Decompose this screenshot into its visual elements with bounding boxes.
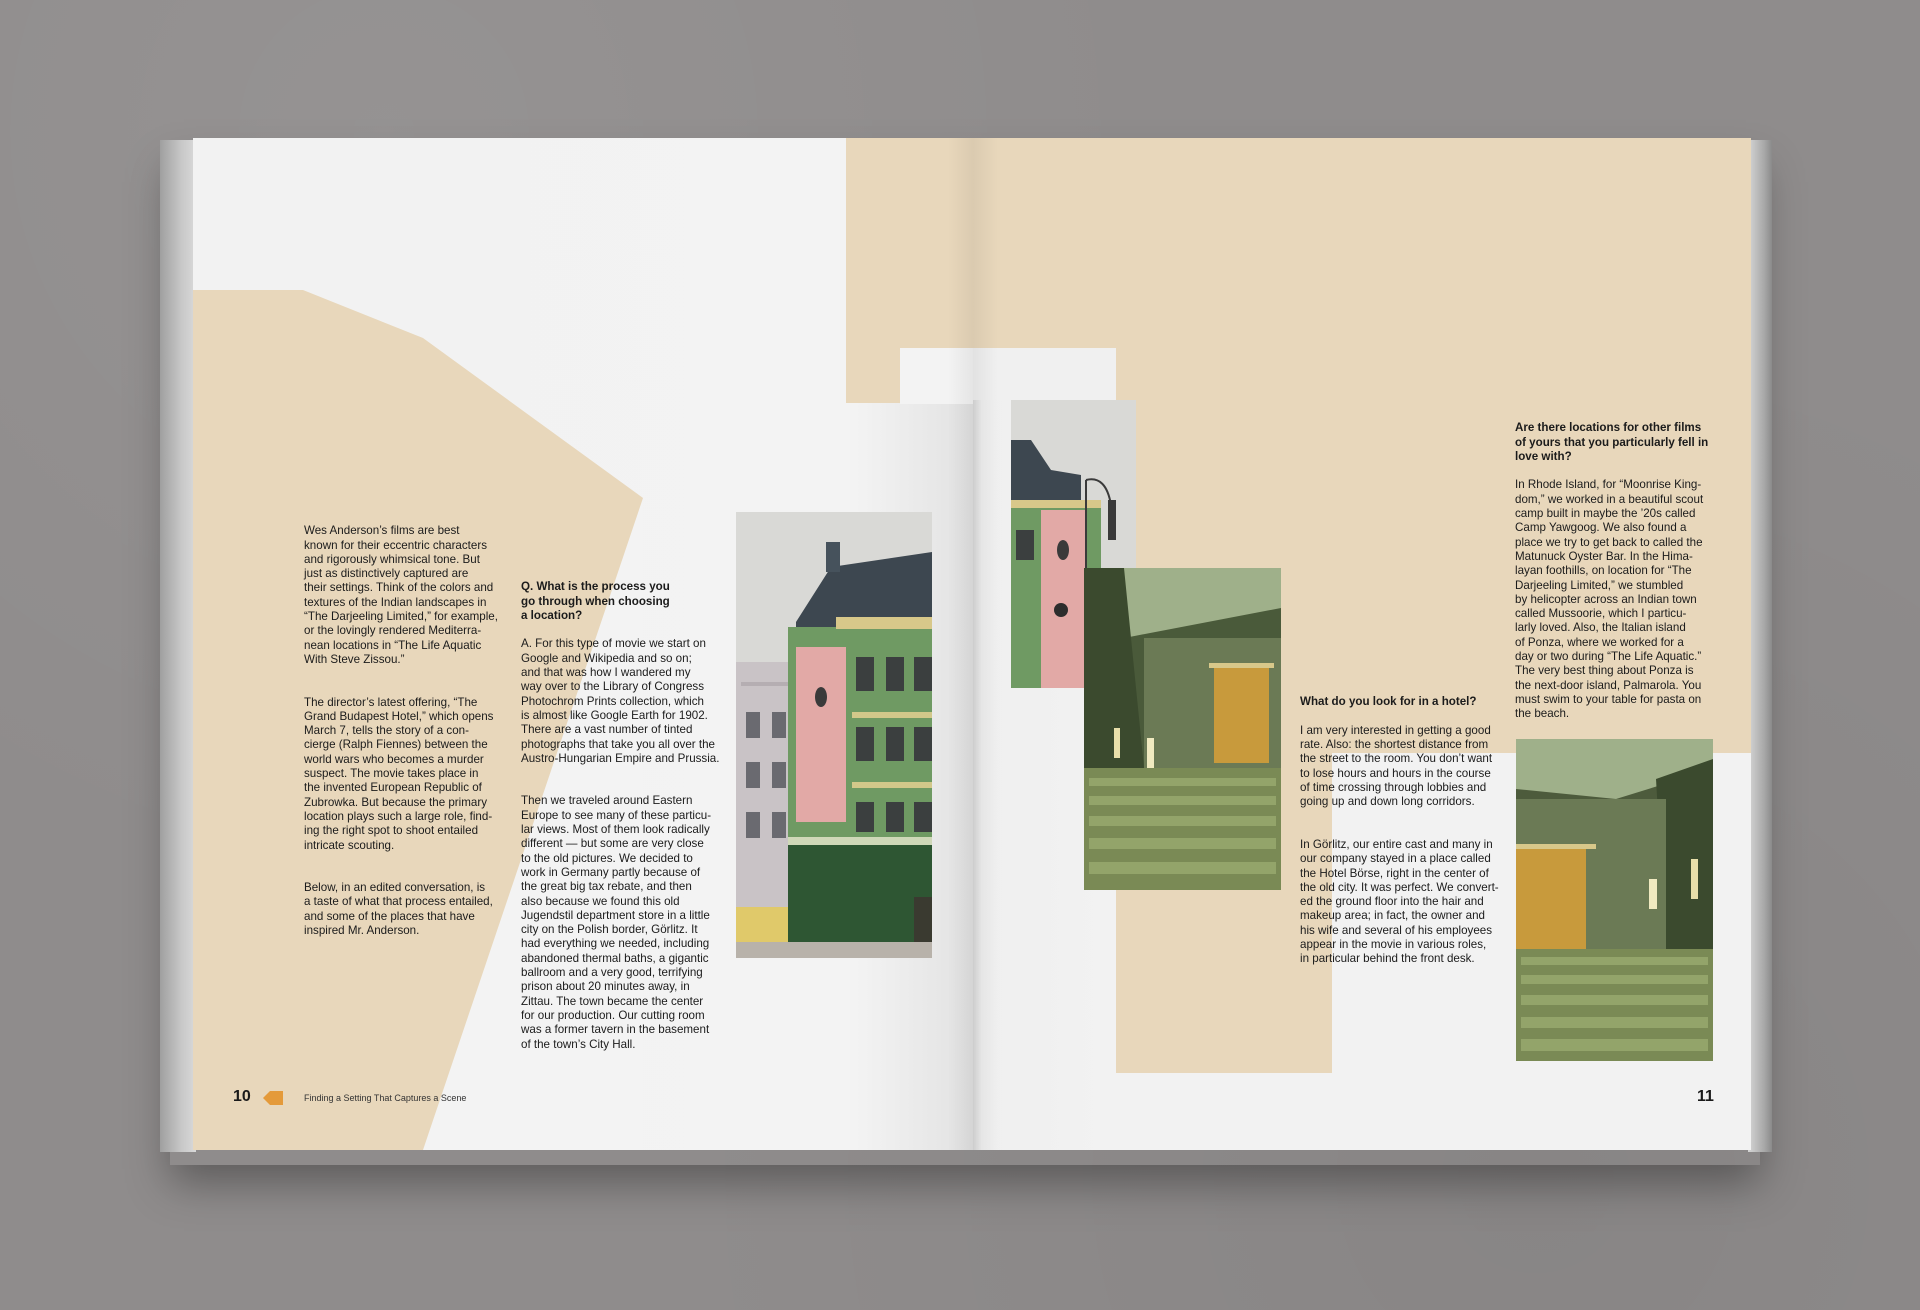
intro-paragraph-2: The director’s latest offering, “The Grand Budapest Hotel,” which opens March 7, tells the story of a con- cierge (Ralph Fiennes) between the world wars who becomes a murder suspect. The movie takes place in the invented European Republic of Zubrowka. But because the primary location plays such a large role, find- ing the right spot to shoot entailed intricate scouting. <box>304 695 494 852</box>
building-photo <box>736 512 932 958</box>
q2-column <box>1300 681 1500 981</box>
q2-answer-1: I am very interested in getting a good rate. Also: the shortest distance from the street to the room. You don’t want to lose hours and hours in the course of time crossing through lobbies and going up and down long corridors. <box>1300 723 1493 809</box>
page-number-right: 11 <box>1697 1088 1714 1105</box>
q1-heading: Q. What is the process you go through when choosing a location? <box>521 580 670 622</box>
q1-column <box>521 566 721 1066</box>
q3-column <box>1515 407 1715 736</box>
page-stack-left <box>160 140 196 1152</box>
cinema-photo-1 <box>1084 568 1281 890</box>
page-number-left: 10 <box>233 1088 251 1105</box>
left-page <box>193 138 973 1150</box>
left-white-notch <box>900 348 973 404</box>
intro-paragraph-1: Wes Anderson’s films are best known for their eccentric characters and rigorously whimsical tone. But just as distinctively captured are their settings. Think of the colors and textures of the Indian landscapes in “The Darjeeling Limited,” for example, or the lovingly rendered Mediterra- nean locations in “The Life Aquatic With Steve Zissou.” <box>304 524 498 666</box>
page-stack-right <box>1748 140 1772 1152</box>
q2-answer-2: In Görlitz, our entire cast and many in our company stayed in a place called the Hotel Börse, right in the center of the old city. It was perfect. We convert- ed the ground floor into the hair and makeup area; in fact, the owner and his wife and several of his employees appear in the movie in various roles, in particular behind the front desk. <box>1300 837 1499 966</box>
q2-heading: What do you look for in a hotel? <box>1300 695 1477 709</box>
intro-paragraph-3: Below, in an edited conversation, is a taste of what that process entailed, and some of the places that have inspired Mr. Anderson. <box>304 881 493 938</box>
right-white-bottom-left <box>1116 1073 1332 1150</box>
q1-answer-1: A. For this type of movie we start on Google and Wikipedia and so on; and that was how I wandered my way over to the Library of Congress Photochrom Prints collection, which is almost like Google Earth for 1902. There are a vast number of tinted photographs that take you all over the Austro-Hungarian Empire and Prussia. <box>521 637 720 765</box>
q1-answer-2: Then we traveled around Eastern Europe to see many of these particu- lar views. Most of them look radically different — but some are very close to the old pictures. We decided to work in Germany partly because of the great big tax rebate, and then also because we found this old Jugendstil department store in a little city on the Polish border, Görlitz. It had everything we needed, including abandoned thermal baths, a gigantic ballroom and a very good, terrifying prison about 20 minutes away, in Zittau. The town became the center for our production. Our cutting room was a former tavern in the basement of the town’s City Hall. <box>521 794 712 1051</box>
running-footer-title: Finding a Setting That Captures a Scene <box>304 1093 467 1103</box>
q3-answer: In Rhode Island, for “Moonrise King- dom,” we worked in a beautiful scout camp built in maybe the ’20s called Camp Yawgoog. We also found a place we try to get back to called the Matunuck Oyster Bar. In the Hima- layan foothills, on location for “The Darjeeling Limited,” we stumbled by helicopter across an Indian town called Mussoorie, which I particu- larly loved. Also, the Italian island of Ponza, where we worked for a day or two during “The Life Aquatic.” The very best thing about Ponza is the next-door island, Palmarola. You must swim to your table for pasta on the beach. <box>1515 478 1704 721</box>
intro-column <box>304 510 504 953</box>
q3-heading: Are there locations for other films of yours that you particularly fell in love with? <box>1515 421 1709 463</box>
cinema-photo-2 <box>1516 739 1713 1061</box>
right-white-top-left <box>973 348 1116 400</box>
right-page <box>973 138 1751 1150</box>
